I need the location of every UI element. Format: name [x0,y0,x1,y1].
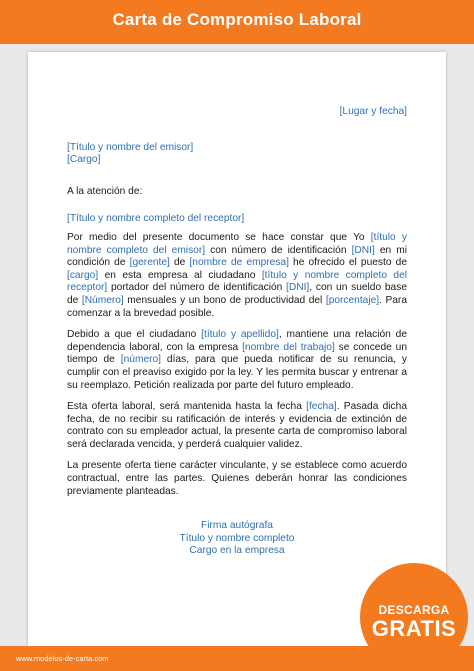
signature-position: Cargo en la empresa [189,545,285,557]
letter-sheet [28,52,446,646]
sender-position: [Cargo] [67,154,101,166]
recipient-name: [Título y nombre completo del receptor] [67,213,245,225]
title-banner [0,0,474,44]
page-title: Carta de Compromiso Laboral [112,10,362,29]
paragraph-binding: La presente oferta tiene carácter vinculante, y se establece como acuerdo contractual, entre las partes. Quienes deberán honrar las condiciones previamente planteadas. [67,460,407,497]
signature-line: Firma autógrafa [201,520,273,532]
badge-line-download: DESCARGA [378,603,450,617]
place-date: [Lugar y fecha] [339,106,407,117]
download-badge[interactable] [360,563,468,671]
letter-body [67,106,407,558]
paragraph-notice: Debido a que el ciudadano [título y apellido], mantiene una relación de dependencia laboral, con la empresa [nombre del trabajo] se concede un tiempo de [número] días, para que pueda notificar de su renuncia, y cumplir con el preaviso exigido por la ley. Y les permita buscar y entrenar a su reemplazo. Petición realizada por parte del futuro empleado. [67,329,408,391]
footer-site-link[interactable]: www.modelos-de-carta.com [16,654,109,663]
paragraph-offer: Por medio del presente documento se hace constar que Yo [título y nombre completo del emisor] con número de identificación [DNI] en mi condición de [gerente] de [nombre de empresa] he ofrecido el puesto de [cargo] en esta empresa al ciudadano [título y nombre completo del receptor] portador del número de identificación [DNI], con un sueldo base de [Número] mensuales y un bono de productividad del [porcentaje]. Para comenzar a la brevedad posible. [67,231,408,319]
paragraph-validity: Esta oferta laboral, será mantenida hasta la fecha [fecha]. Pasada dicha fecha, de no recibir su ratificación de interés y evidencia de extinción de contrato con su empleador actual, la presente carta de compromiso laboral será declarada vencida, y perderá cualquier validez. [67,401,407,450]
attention-label: A la atención de: [67,185,143,197]
sender-name: [Título y nombre del emisor] [67,141,194,153]
signature-name: Título y nombre completo [179,532,295,544]
badge-line-free: GRATIS [371,616,457,641]
